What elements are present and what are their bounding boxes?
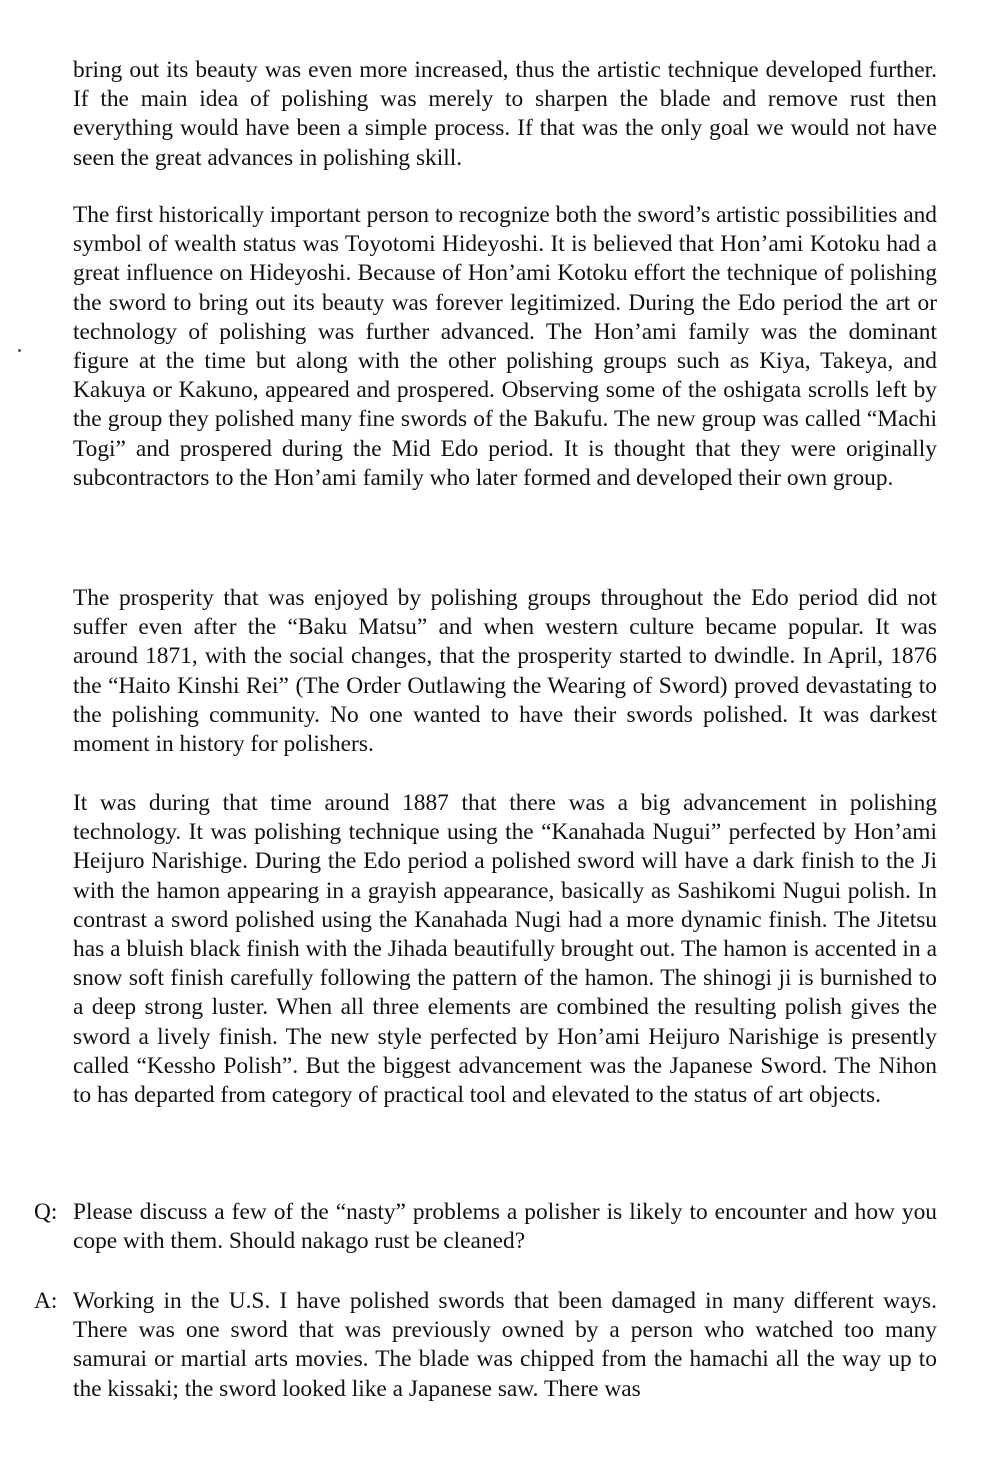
paragraph-kessho-polish: It was during that time around 1887 that there was a big advancement in polishing technology. It was polishing technique using the “Kanahada Nugui” perfected by Hon’ami Heijuro Narishige. During the Edo period a polished sword will have a dark finish to the Ji with the hamon appearing in a grayish appearance, basically as Sashikomi Nugui polish. In contrast a sword polished using the Kanahada Nugi had a more dynamic finish. The Jitetsu has a bluish black finish with the Jihada beautifully brought out. The hamon is accented in a snow soft finish carefully following the pattern of the hamon. The shinogi ji is burnished to a deep strong luster. When all three elements are combined the resulting polish gives the sword a lively finish. The new style perfected by Hon’ami Heijuro Narishige is presently called “Kessho Polish”. But the biggest advancement was the Japanese Sword. The Nihon to has departed from category of practical tool and elevated to the status of art objects. (73, 790, 937, 1109)
question-label: Q: (34, 1199, 58, 1225)
paragraph-hideyoshi-history: The first historically important person to recognize both the sword’s artistic possibilities and symbol of wealth status was Toyotomi Hideyoshi. It is believed that Hon’ami Kotoku had a great influence on Hideyoshi. Because of Hon’ami Kotoku effort the technique of polishing the sword to bring out its beauty was forever legitimized. During the Edo period the art or technology of polishing was further advanced. The Hon’ami family was the dominant figure at the time but along with the other polishing groups such as Kiya, Takeya, and Kakuya or Kakuno, appeared and prospered. Observing some of the oshigata scrolls left by the group they polished many fine swords of the Bakufu. The new group was called “Machi Togi” and prospered during the Mid Edo period. It is thought that they were originally subcontractors to the Hon’ami family who later formed and developed their own group. (73, 202, 937, 491)
answer-label: A: (34, 1288, 58, 1314)
paragraph-polishing-intro: bring out its beauty was even more increased, thus the artistic technique developed further. If the main idea of polishing was merely to sharpen the blade and remove rust then everything would have been a simple process. If that was the only goal we would not have seen the great advances in polishing skill. (73, 57, 937, 171)
margin-speck (18, 349, 21, 352)
question-text: Please discuss a few of the “nasty” problems a polisher is likely to encounter and how you cope with them. Should nakago rust be cleaned? (73, 1199, 937, 1255)
answer-text: Working in the U.S. I have polished swords that been damaged in many different ways. There was one sword that was previously owned by a person who watched too many samurai or martial arts movies. The blade was chipped from the hamachi all the way up to the kissaki; the sword looked like a Japanese saw. There was (73, 1288, 937, 1402)
paragraph-edo-prosperity: The prosperity that was enjoyed by polishing groups throughout the Edo period did not suffer even after the “Baku Matsu” and when western culture became popular. It was around 1871, with the social changes, that the prosperity started to dwindle. In April, 1876 the “Haito Kinshi Rei” (The Order Outlawing the Wearing of Sword) proved devastating to the polishing community. No one wanted to have their swords polished. It was darkest moment in history for polishers. (73, 585, 937, 758)
